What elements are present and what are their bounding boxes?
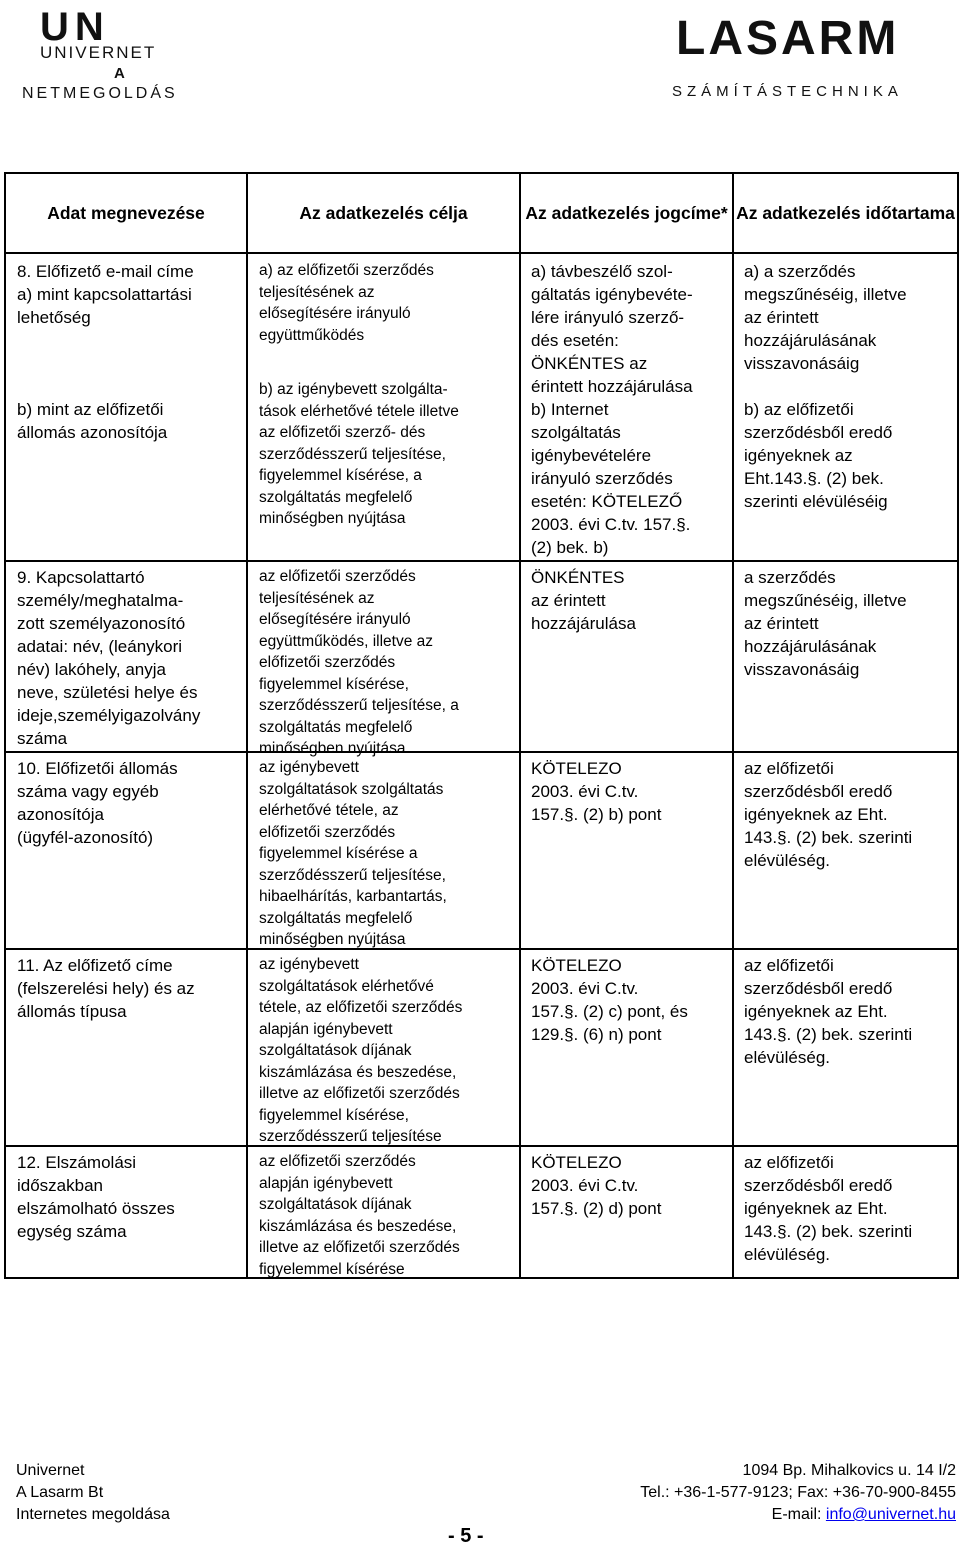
row8-purpose-a: a) az előfizetői szerződés teljesítésének az elősegítésére irányuló együttműködés	[259, 262, 434, 344]
row9-legal: ÖNKÉNTES az érintett hozzájárulása	[531, 568, 636, 633]
logo-a: A	[114, 65, 125, 82]
header-duration: Az adatkezelés időtartama	[733, 173, 958, 253]
table-row	[5, 253, 958, 561]
logo-univernet: UNIVERNET	[40, 43, 157, 62]
row8-purpose-b: b) az igénybevett szolgálta- tások elérhetővé tétele illetve az előfizetői szerző- dés szerződésszerű teljesítése, figyelemmel kísérése, a szolgáltatás megfelelő minőségben nyújtása	[259, 381, 459, 527]
row12-legal: KÖTELEZO 2003. évi C.tv. 157.§. (2) d) pont	[531, 1153, 662, 1218]
row11-name: 11. Az előfizető címe (felszerelési hely) és az állomás típusa	[17, 956, 195, 1021]
footer-company: Univernet A Lasarm Bt Internetes megoldása	[16, 1462, 170, 1523]
footer-address: 1094 Bp. Mihalkovics u. 14 I/2	[742, 1462, 956, 1479]
table-row	[5, 752, 958, 949]
row8-duration-a: a) a szerződés megszűnéséig, illetve az érintett hozzájárulásának visszavonásáig	[744, 262, 907, 373]
logo-netmegoldas: NETMEGOLDÁS	[22, 85, 178, 101]
row11-duration: az előfizetői szerződésből eredő igényeknek az Eht. 143.§. (2) bek. szerinti elévüléség.	[744, 956, 913, 1067]
header-data-name: Adat megnevezése	[5, 173, 247, 253]
table-header-row	[5, 173, 958, 253]
row8-name-b: b) mint az előfizetői állomás azonosítója	[17, 400, 168, 442]
footer-email-link[interactable]: info@univernet.hu	[825, 1506, 956, 1523]
row9-name: 9. Kapcsolattartó személy/meghatalma- zott személyazonosító adatai: név, (leánykori név) lakóhely, anyja neve, születési helye és ideje,személyigazolvány száma	[17, 568, 201, 748]
row11-purpose: az igénybevett szolgáltatások elérhetővé tétele, az előfizetői szerződés alapján igénybevett szolgáltatások díjának kiszámlázása és beszedése, illetve az előfizetői szerződés figyelemmel kísérése, szerződésszerű teljesítése	[259, 956, 463, 1145]
footer-email-line	[640, 1504, 956, 1526]
row12-purpose: az előfizetői szerződés alapján igénybevett szolgáltatások díjának kiszámlázása és beszedése, illetve az előfizetői szerződés figyelemmel kísérése	[259, 1153, 460, 1278]
table-row	[5, 561, 958, 752]
page-number: - 5 -	[448, 1525, 484, 1547]
logo-szamitastechnika: SZÁMÍTÁSTECHNIKA	[672, 83, 903, 100]
header-purpose: Az adatkezelés célja	[247, 173, 520, 253]
row12-name: 12. Elszámolási időszakban elszámolható összes egység száma	[17, 1153, 175, 1241]
row10-legal: KÖTELEZO 2003. évi C.tv. 157.§. (2) b) pont	[531, 759, 662, 824]
row10-name: 10. Előfizetői állomás száma vagy egyéb azonosítója (ügyfél-azonosító)	[17, 759, 178, 847]
row9-purpose: az előfizetői szerződés teljesítésének az elősegítésére irányuló együttműködés, illetve az előfizetői szerződés figyelemmel kísérése, szerződésszerű teljesítése, a szolgáltatás megfelelő minőségben nyújtása	[259, 568, 459, 757]
table-row	[5, 1146, 958, 1278]
footer-email-label: E-mail:	[771, 1506, 826, 1523]
row8-legal: a) távbeszélő szol- gáltatás igénybevéte- lére irányuló szerző- dés esetén: ÖNKÉNTES az érintett hozzájárulása b) Internet szolgáltatás igénybevételére irányuló szerződés esetén: KÖTELEZŐ 2003. évi C.tv. 157.§. (2) bek. b)	[531, 262, 693, 557]
lasarm-logo	[672, 8, 957, 103]
univernet-logo	[18, 6, 218, 101]
row8-name-a: 8. Előfizető e-mail címe a) mint kapcsolattartási lehetőség	[17, 262, 194, 327]
logo-un: UN	[40, 6, 110, 49]
header-legal-basis: Az adatkezelés jogcíme*	[520, 173, 733, 253]
row8-duration-b: b) az előfizetői szerződésből eredő igényeknek az Eht.143.§. (2) bek. szerinti elévüléséig	[744, 400, 893, 511]
logo-lasarm: LASARM	[676, 12, 900, 65]
row9-duration: a szerződés megszűnéséig, illetve az érintett hozzájárulásának visszavonásáig	[744, 568, 907, 679]
data-processing-table	[4, 172, 959, 1279]
table-row	[5, 949, 958, 1146]
row10-duration: az előfizetői szerződésből eredő igényeknek az Eht. 143.§. (2) bek. szerinti elévüléség.	[744, 759, 913, 870]
row11-legal: KÖTELEZO 2003. évi C.tv. 157.§. (2) c) pont, és 129.§. (6) n) pont	[531, 956, 688, 1044]
row12-duration: az előfizetői szerződésből eredő igényeknek az Eht. 143.§. (2) bek. szerinti elévüléség.	[744, 1153, 913, 1264]
row10-purpose: az igénybevett szolgáltatások szolgáltatás elérhetővé tétele, az előfizetői szerződés figyelemmel kísérése a szerződésszerű teljesítése, hibaelhárítás, karbantartás, szolgáltatás megfelelő minőségben nyújtása	[259, 759, 447, 948]
footer-phone: Tel.: +36-1-577-9123; Fax: +36-70-900-8455	[640, 1484, 956, 1501]
